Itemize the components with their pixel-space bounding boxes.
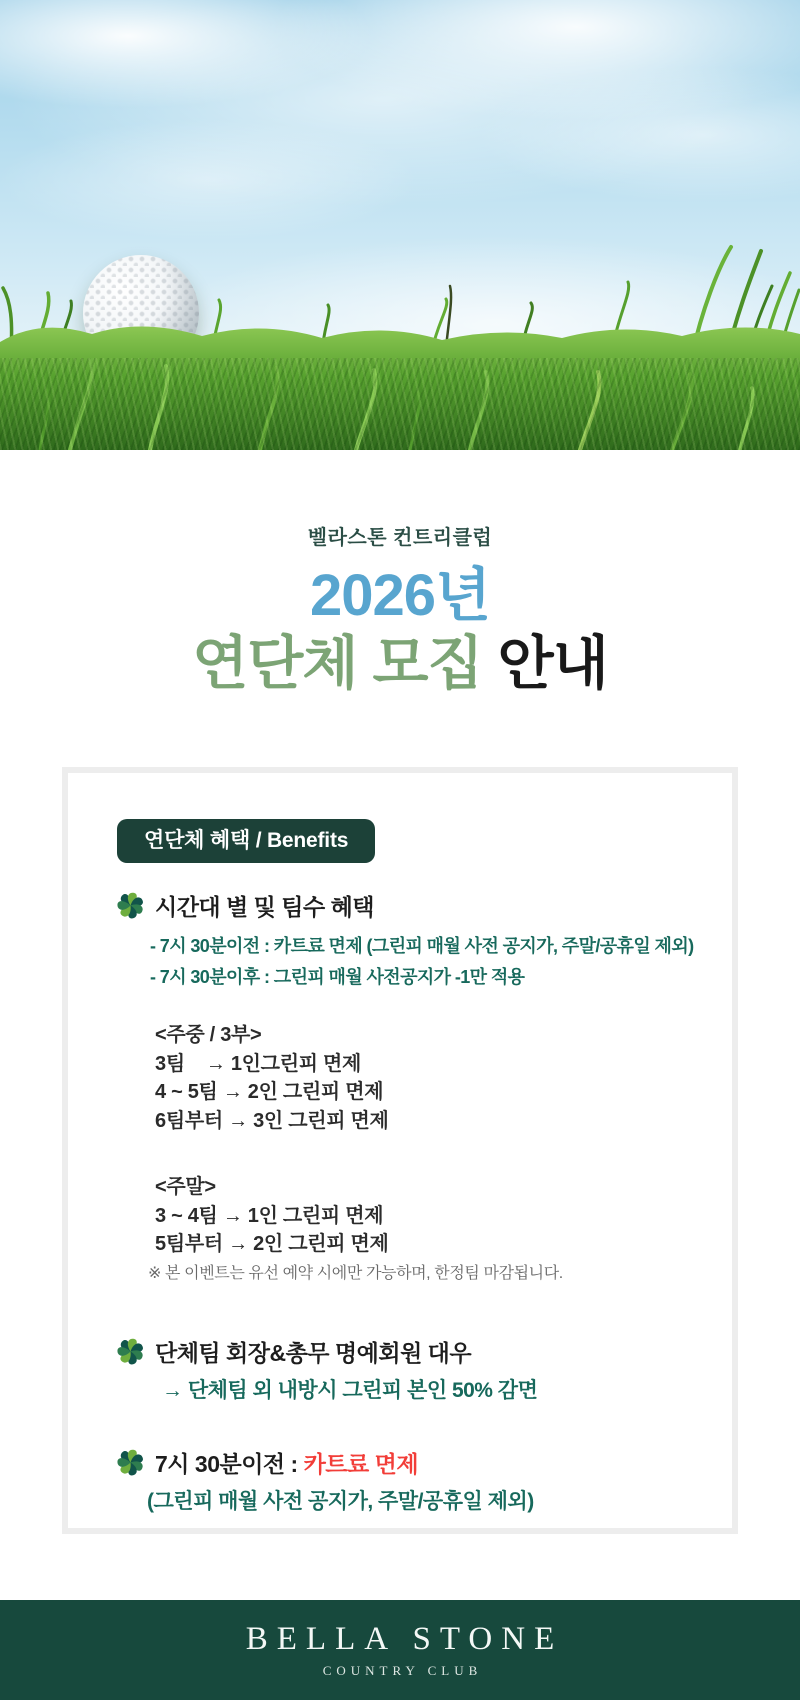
section-time-title: 시간대 별 및 팀수 혜택 <box>155 894 375 920</box>
section-honorary-title: 단체팀 회장&총무 명예회원 대우 <box>155 1339 472 1366</box>
page-title-year <box>0 562 800 630</box>
weekend-row: 5팀부터 → 2인 그린피 면제 <box>155 1233 389 1255</box>
time-benefit-lines <box>150 931 712 993</box>
weekday-row: 4 ~ 5팀 → 2인 그린피 면제 <box>155 1081 384 1103</box>
section-time-benefits <box>117 889 712 1285</box>
weekend-header: <주말> <box>155 1176 216 1198</box>
hero-photo <box>0 0 800 450</box>
benefits-badge: 연단체 혜택 / Benefits <box>117 819 375 863</box>
weekend-row: 3 ~ 4팀 → 1인 그린피 면제 <box>155 1204 384 1227</box>
cart-title-prefix: 7시 30분이전 : <box>155 1450 304 1477</box>
section-honorary-header <box>117 1335 712 1368</box>
page-title <box>0 562 800 698</box>
page-title-line2 <box>0 630 800 698</box>
brand-logo-subtitle: COUNTRY CLUB <box>322 1662 483 1678</box>
flower-icon <box>117 1449 144 1476</box>
grass-texture-overlay <box>0 358 800 450</box>
section-cart-title <box>155 1446 418 1479</box>
title-guide-text: 안내 <box>482 631 608 696</box>
time-benefit-line: - 7시 30분이후 : 그린피 매월 사전공지가 -1만 적용 <box>150 967 525 987</box>
weekday-row: 3팀 → 1인그린피 면제 <box>155 1052 362 1075</box>
reservation-note: ※ 본 이벤트는 유선 예약 시에만 가능하며, 한정팀 마감됩니다. <box>148 1264 563 1282</box>
cart-fee-detail: (그린피 매월 사전 공지가, 주말/공휴일 제외) <box>147 1489 534 1513</box>
club-name-label: 벨라스톤 컨트리클럽 <box>307 527 493 549</box>
section-cart-header <box>117 1446 712 1479</box>
flower-icon <box>117 1338 144 1365</box>
weekday-header: <주중 / 3부> <box>155 1024 262 1046</box>
weekday-row: 6팀부터 → 3인 그린피 면제 <box>155 1109 389 1132</box>
section-honorary-membership <box>117 1335 712 1405</box>
benefits-card <box>62 767 738 1534</box>
weekday-benefit-table <box>155 1021 712 1135</box>
brand-logo: BELLA STONE <box>245 1620 564 1657</box>
flower-icon <box>117 892 144 919</box>
section-cart-fee <box>117 1446 712 1516</box>
cart-title-highlight: 카트료 면제 <box>303 1450 419 1477</box>
weekend-benefit-table <box>155 1173 712 1259</box>
honorary-benefit-detail: → 단체팀 외 내방시 그린피 본인 50% 감면 <box>162 1378 538 1402</box>
section-time-header <box>117 889 712 922</box>
title-recruit-text: 연단체 모집 <box>192 631 483 696</box>
title-year-text: 2026년 <box>309 563 491 628</box>
time-benefit-line: - 7시 30분이전 : 카트료 면제 (그린피 매월 사전 공지가, 주말/공휴일 제외) <box>150 936 694 956</box>
footer <box>0 1600 800 1700</box>
